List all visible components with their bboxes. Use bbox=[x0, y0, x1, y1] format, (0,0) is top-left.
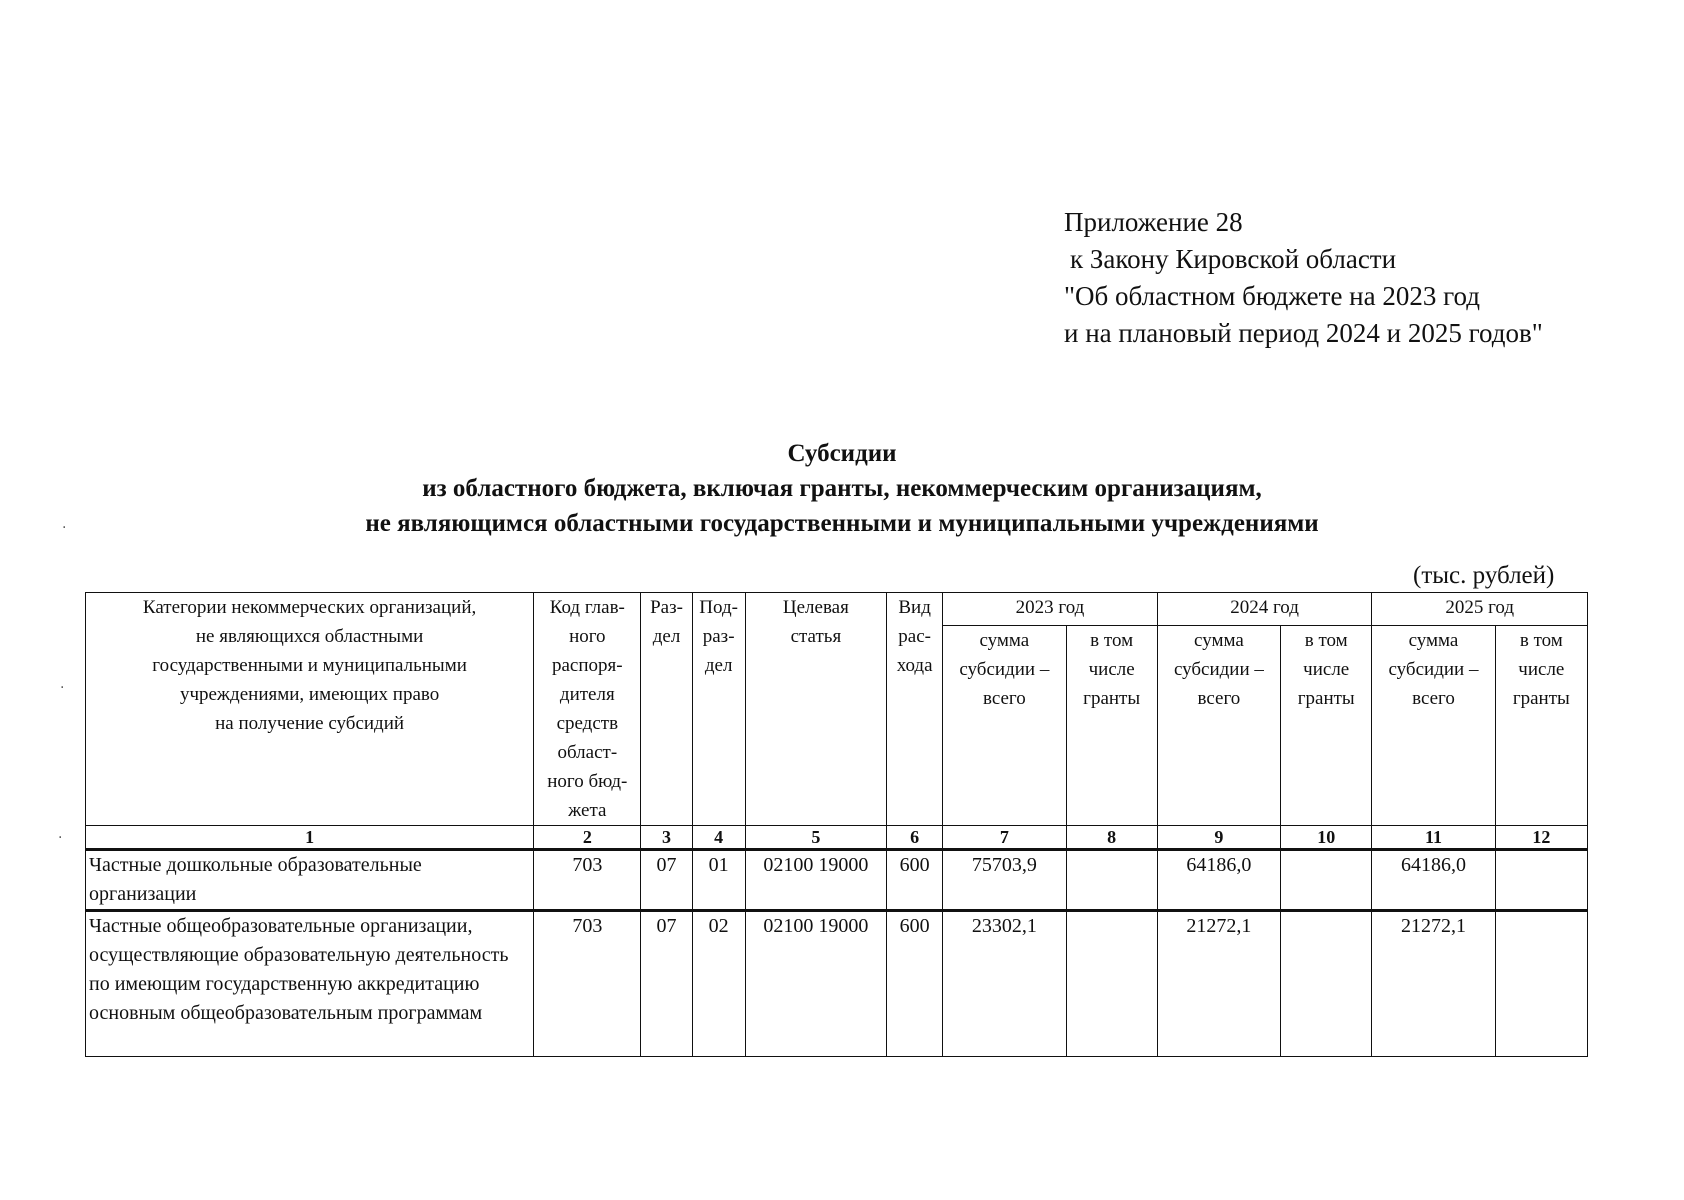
row-grants-2024 bbox=[1281, 850, 1372, 911]
appendix-line-1: Приложение 28 bbox=[1064, 207, 1243, 237]
row-section: 07 bbox=[641, 911, 692, 1057]
row-grants-2024 bbox=[1281, 911, 1372, 1057]
document-title bbox=[0, 436, 1684, 541]
appendix-line-2: к Закону Кировской области bbox=[1070, 244, 1397, 274]
header-category: Категории некоммерческих организаций, не являющихся областными государственными и муниципальными учреждениями, имеющих право на получение субсидий bbox=[86, 593, 534, 826]
scan-speck: · bbox=[62, 520, 67, 536]
header-expense-type: Вид рас- хода bbox=[887, 593, 943, 826]
appendix-line-3: "Об областном бюджете на 2023 год bbox=[1064, 281, 1480, 311]
row-expense-type: 600 bbox=[887, 911, 943, 1057]
column-number: 5 bbox=[745, 826, 886, 850]
table-row bbox=[86, 850, 1588, 911]
row-target-article: 02100 19000 bbox=[745, 850, 886, 911]
column-number: 10 bbox=[1281, 826, 1372, 850]
row-grants-2023 bbox=[1066, 850, 1157, 911]
column-number: 7 bbox=[943, 826, 1066, 850]
header-grants-2023: в том числе гранты bbox=[1066, 626, 1157, 826]
header-code: Код глав- ного распоря- дителя средств област- ного бюд- жета bbox=[534, 593, 641, 826]
column-number: 3 bbox=[641, 826, 692, 850]
row-section: 07 bbox=[641, 850, 692, 911]
row-expense-type: 600 bbox=[887, 850, 943, 911]
row-subsection: 02 bbox=[692, 911, 745, 1057]
column-number: 12 bbox=[1495, 826, 1587, 850]
header-sum-2023: сумма субсидии – всего bbox=[943, 626, 1066, 826]
table-row bbox=[86, 911, 1588, 1057]
header-grants-2025: в том числе гранты bbox=[1495, 626, 1587, 826]
title-line-3: не являющимся областными государственными и муниципальными учреждениями bbox=[365, 510, 1319, 537]
row-sum-2023: 75703,9 bbox=[943, 850, 1066, 911]
row-subsection: 01 bbox=[692, 850, 745, 911]
row-sum-2025: 64186,0 bbox=[1372, 850, 1495, 911]
subsidies-table bbox=[85, 592, 1588, 1057]
column-number: 9 bbox=[1157, 826, 1280, 850]
row-target-article: 02100 19000 bbox=[745, 911, 886, 1057]
header-row-1 bbox=[86, 593, 1588, 626]
column-number: 11 bbox=[1372, 826, 1495, 850]
row-sum-2024: 64186,0 bbox=[1157, 850, 1280, 911]
header-grants-2024: в том числе гранты bbox=[1281, 626, 1372, 826]
row-grants-2025 bbox=[1495, 850, 1587, 911]
row-sum-2025: 21272,1 bbox=[1372, 911, 1495, 1057]
row-sum-2023: 23302,1 bbox=[943, 911, 1066, 1057]
row-category: Частные дошкольные образовательные организации bbox=[86, 850, 534, 911]
header-sum-2025: сумма субсидии – всего bbox=[1372, 626, 1495, 826]
header-year-2023: 2023 год bbox=[943, 593, 1158, 626]
appendix-line-4: и на плановый период 2024 и 2025 годов" bbox=[1064, 318, 1543, 348]
column-number: 8 bbox=[1066, 826, 1157, 850]
title-line-2: из областного бюджета, включая гранты, некоммерческим организациям, bbox=[422, 475, 1262, 502]
row-grants-2025 bbox=[1495, 911, 1587, 1057]
row-category: Частные общеобразовательные организации, осуществляющие образовательную деятельность по имеющим государственную аккредитацию основным общеобразовательным программам bbox=[86, 911, 534, 1057]
title-line-1: Субсидии bbox=[787, 440, 897, 467]
column-number-row bbox=[86, 826, 1588, 850]
row-code: 703 bbox=[534, 911, 641, 1057]
header-year-2025: 2025 год bbox=[1372, 593, 1588, 626]
header-subsection: Под- раз- дел bbox=[692, 593, 745, 826]
column-number: 1 bbox=[86, 826, 534, 850]
row-sum-2024: 21272,1 bbox=[1157, 911, 1280, 1057]
column-number: 6 bbox=[887, 826, 943, 850]
scan-speck: · bbox=[60, 680, 65, 696]
column-number: 2 bbox=[534, 826, 641, 850]
scan-speck: · bbox=[58, 830, 63, 846]
appendix-note bbox=[1064, 204, 1543, 352]
units-label: (тыс. рублей) bbox=[1413, 562, 1555, 589]
header-target-article: Целевая статья bbox=[745, 593, 886, 826]
column-number: 4 bbox=[692, 826, 745, 850]
row-code: 703 bbox=[534, 850, 641, 911]
header-year-2024: 2024 год bbox=[1157, 593, 1372, 626]
header-sum-2024: сумма субсидии – всего bbox=[1157, 626, 1280, 826]
row-grants-2023 bbox=[1066, 911, 1157, 1057]
header-section: Раз- дел bbox=[641, 593, 692, 826]
